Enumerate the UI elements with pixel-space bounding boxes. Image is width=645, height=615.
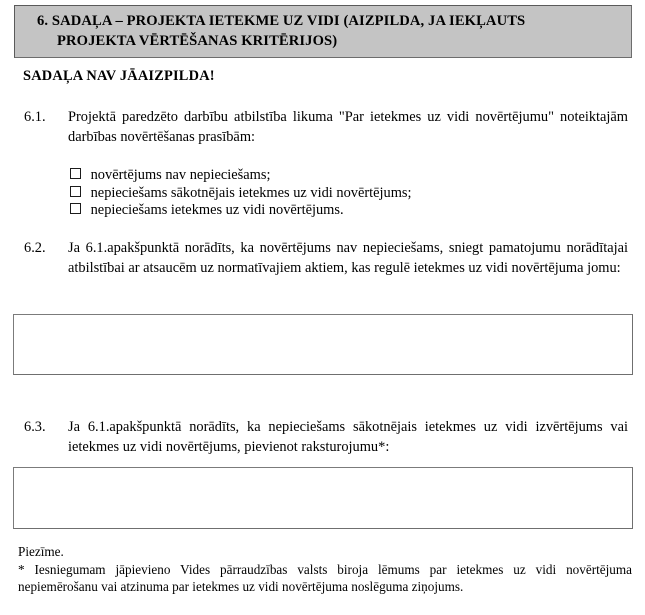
clause-6-2-number: 6.2. [24,240,46,256]
assessment-options-list [70,167,412,220]
section-header-line-2: PROJEKTA VĒRTĒŠANAS KRITĒRIJOS) [57,33,338,49]
clause-6-3-number: 6.3. [24,419,46,435]
section-header-line-1: 6. SADAĻA – PROJEKTA IETEKME UZ VIDI (AIZPILDA, JA IEKĻAUTS [37,13,526,29]
clause-6-3-text: Ja 6.1.apakšpunktā norādīts, ka nepieciešams sākotnējais ietekmes uz vidi izvērtējums vai ietekmes uz vidi novērtējums, pievienot raksturojumu*: [68,419,628,455]
footnote-text: * Iesniegumam jāpievieno Vides pārraudzības valsts biroja lēmums par ietekmes uz vidi novērtējuma nepiemērošanu vai atzinuma par ietekmes uz vidi novērtējuma noslēguma ziņojums. [18,561,632,594]
option-label-initial-assessment-needed: nepieciešams sākotnējais ietekmes uz vidi novērtējums; [90,184,412,201]
clause-6-1 [24,108,628,147]
option-label-assessment-not-needed: novērtējums nav nepieciešams; [90,167,271,183]
option-row-assessment-not-needed[interactable] [70,167,412,185]
checkbox-unchecked-icon[interactable] [70,186,81,197]
option-row-assessment-needed[interactable] [70,202,412,220]
answer-box-6-3[interactable] [13,467,633,529]
clause-6-2 [24,239,628,278]
clause-6-3 [24,418,628,457]
checkbox-unchecked-icon[interactable] [70,203,81,214]
footnote-block [18,543,632,596]
footnote-title: Piezīme. [18,544,64,559]
section-header-banner [14,5,632,58]
answer-box-6-2[interactable] [13,314,633,375]
section-not-required-notice: SADAĻA NAV JĀAIZPILDA! [23,68,215,84]
clause-6-2-text: Ja 6.1.apakšpunktā norādīts, ka novērtējums nav nepieciešams, sniegt pamatojumu norādītajai atbilstībai ar atsaucēm uz normatīvajiem aktiem, kas regulē ietekmes uz vidi novērtējuma jomu: [68,240,628,276]
clause-6-1-number: 6.1. [24,109,46,125]
checkbox-unchecked-icon[interactable] [70,168,81,179]
option-row-initial-assessment-needed[interactable] [70,185,412,203]
option-label-assessment-needed: nepieciešams ietekmes uz vidi novērtējums. [90,202,344,219]
clause-6-1-text: Projektā paredzēto darbību atbilstība likuma "Par ietekmes uz vidi novērtējumu" noteiktajām darbības novērtēšanas prasībām: [68,109,628,145]
section-header-text [37,11,622,51]
